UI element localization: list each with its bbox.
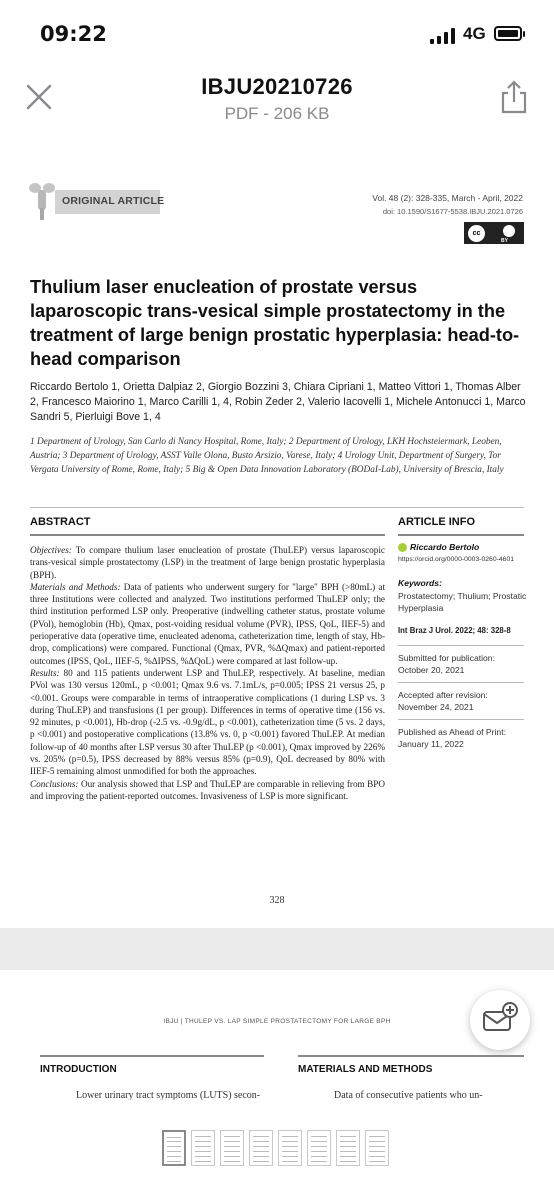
volume-info: Vol. 48 (2): 328-335, March - April, 2022 <box>372 193 523 203</box>
keywords: Prostatectomy; Thulium; Prostatic Hyperplasia <box>398 591 527 613</box>
methods-heading: MATERIALS AND METHODS <box>298 1064 433 1075</box>
article-info-rule <box>398 534 524 536</box>
abstract-methods: Materials and Methods: Data of patients who underwent surgery for "large" BPH (>80mL) at three Institutions were collected and analyzed. Two institutions performed ThuLEP only; the third institution performed LSP only. Preoperative (indwelling catheter status, prostate volume (PVol), hemoglobin (Hb), Qmax, post-voiding residual volume (PVR), IPSS, QoL, IIEF-5) and perioperative data (operative time, enucleated adenoma, catheterization time, length of stay, Hb-drop, complications) were compared. Functional (Qmax, PVR, %ΔQmax) and patient-reported outcomes (IPSS, QoL, IIEF-5, %ΔIPSS, %ΔQoL) were compared at last follow-up. <box>30 581 386 666</box>
introduction-text: Lower urinary tract symptoms (LUTS) secon- <box>76 1090 261 1100</box>
abstract-rule <box>30 534 385 536</box>
battery-icon <box>494 26 522 41</box>
page-thumbnail-strip[interactable] <box>0 1100 554 1200</box>
status-bar <box>0 0 554 70</box>
corresponding-author: Riccardo Bertolo <box>410 542 480 552</box>
page-gap <box>0 928 554 970</box>
document-subtitle: PDF - 206 KB <box>224 104 330 123</box>
page-thumbnail[interactable] <box>365 1130 389 1166</box>
pdf-page-2[interactable] <box>0 970 554 1100</box>
published-label: Published as Ahead of Print: <box>398 727 506 737</box>
page-number: 328 <box>269 895 285 906</box>
page-thumbnail[interactable] <box>249 1130 273 1166</box>
affiliations: 1 Department of Urology, San Carlo di Nancy Hospital, Rome, Italy; 2 Department of Urology, LKH Hochsteiermark, Leoben, Austria; 3 Department of Urology, ASST Valle Olona, Busto Arsizio, Varese, Italy; 4 Urology Unit, Department of Surgery, Tor Vergata University of Rome, Rome, Italy; 5 Big & Open Data Innovation Laboratory (BODaI-Lab), University of Brescia, Italy <box>30 437 504 475</box>
methods-text: Data of consecutive patients who un- <box>334 1090 483 1100</box>
status-time: 09:22 <box>40 22 107 46</box>
divider <box>398 645 524 646</box>
page-thumbnail[interactable] <box>220 1130 244 1166</box>
license-label: BY <box>501 238 508 244</box>
page-thumbnail[interactable] <box>307 1130 331 1166</box>
introduction-heading: INTRODUCTION <box>40 1064 117 1075</box>
network-label: 4G <box>463 24 486 43</box>
compose-mail-button[interactable] <box>470 990 530 1050</box>
journal-logo-icon <box>28 182 56 222</box>
running-head: IBJU | THULEP VS. LAP SIMPLE PROSTATECTOMY FOR LARGE BPH <box>163 1018 391 1025</box>
signal-icon <box>430 28 456 44</box>
mail-plus-icon <box>470 990 530 1050</box>
published-date: January 11, 2022 <box>398 739 464 749</box>
column-rule <box>40 1055 264 1057</box>
divider <box>398 682 524 683</box>
document-title: IBJU20210726 <box>201 74 353 99</box>
doi: doi: 10.1590/S1677-5538.IBJU.2021.0726 <box>382 207 523 216</box>
abstract-heading: ABSTRACT <box>30 516 91 528</box>
abstract-conclusions: Conclusions: Our analysis showed that LSP and ThuLEP are comparable in relieving from BPO and improving the patient-reported outcomes. Invasiveness of LSP is more significant. <box>30 778 386 801</box>
article-info-heading: ARTICLE INFO <box>398 516 475 528</box>
abstract-objectives: Objectives: To compare thulium laser enucleation of prostate (ThuLEP) versus laparoscopic trans-vesical simple prostatectomy (LSP) in the treatment of large benign prostatic hyperplasia (BPH). <box>30 545 385 580</box>
cc-license-badge <box>464 222 524 244</box>
section-label: ORIGINAL ARTICLE <box>62 195 165 207</box>
page-thumbnail[interactable] <box>336 1130 360 1166</box>
abstract-body <box>30 544 385 802</box>
author-list: Riccardo Bertolo 1, Orietta Dalpiaz 2, Giorgio Bozzini 3, Chiara Cipriani 1, Matteo Vittori 1, Thomas Alber 2, Francesco Maiorino 1, Marco Carilli 1, 4, Robin Zeder 2, Valerio Iacovelli 1, Michele Antonucci 1, Marco Sandri 5, Pierluigi Bove 1, 4 <box>30 381 526 423</box>
submitted-date: October 20, 2021 <box>398 665 465 675</box>
journal-citation: Int Braz J Urol. 2022; 48: 328-8 <box>398 626 511 635</box>
divider <box>398 719 524 720</box>
accepted-date: November 24, 2021 <box>398 702 474 712</box>
article-title: Thulium laser enucleation of prostate versus laparoscopic trans-vesical simple prostatectomy in the treatment of large benign prostatic hyperplasia: head-to-head comparison <box>30 277 520 369</box>
keywords-label: Keywords: <box>398 578 442 588</box>
page-thumbnail[interactable] <box>162 1130 186 1166</box>
person-icon <box>503 225 515 237</box>
divider <box>30 507 524 508</box>
orcid-icon <box>398 543 407 552</box>
orcid-link[interactable]: https://orcid.org/0000-0003-0260-4601 <box>398 556 515 563</box>
abstract-results: Results: 80 and 115 patients underwent LSP and ThuLEP, respectively. At baseline, median PVol was 130 versus 120mL, p <0.001; Qmax 9.6 vs. 7.1mL/s, p=0.005; IPSS 21 versus 25, p <0.001. Groups were comparable in terms of intraoperative complications (1 during LSP vs. 3 during ThuLEP) and transfusions (1 per group). Differences in terms of operative time (156 vs. 92 minutes, p <0.001), Hb-drop (-2.5 vs. -0.9g/dL, p <0.001), catheterization time (5 vs. 2 days, p <0.001) and postoperative complications (13.8% vs. 0, p <0.001) favored ThuLEP. At median follow-up of 40 months after LSP versus 30 after ThuLEP (p <0.001), Qmax improved by 226% vs. 205% (p=0.5), IPSS decreased by 88% versus 85% (p=0.9), QoL decreased by 80% with IIEF-5 remaining almost unmodified for both the approaches. <box>30 667 386 777</box>
column-rule <box>298 1055 524 1057</box>
page-thumbnail[interactable] <box>278 1130 302 1166</box>
page-thumbnail[interactable] <box>191 1130 215 1166</box>
submitted-label: Submitted for publication: <box>398 653 495 663</box>
share-icon[interactable] <box>499 80 529 114</box>
pdf-page[interactable] <box>0 150 554 928</box>
cc-icon: cc <box>468 225 485 242</box>
nav-bar <box>0 70 554 130</box>
accepted-label: Accepted after revision: <box>398 690 488 700</box>
